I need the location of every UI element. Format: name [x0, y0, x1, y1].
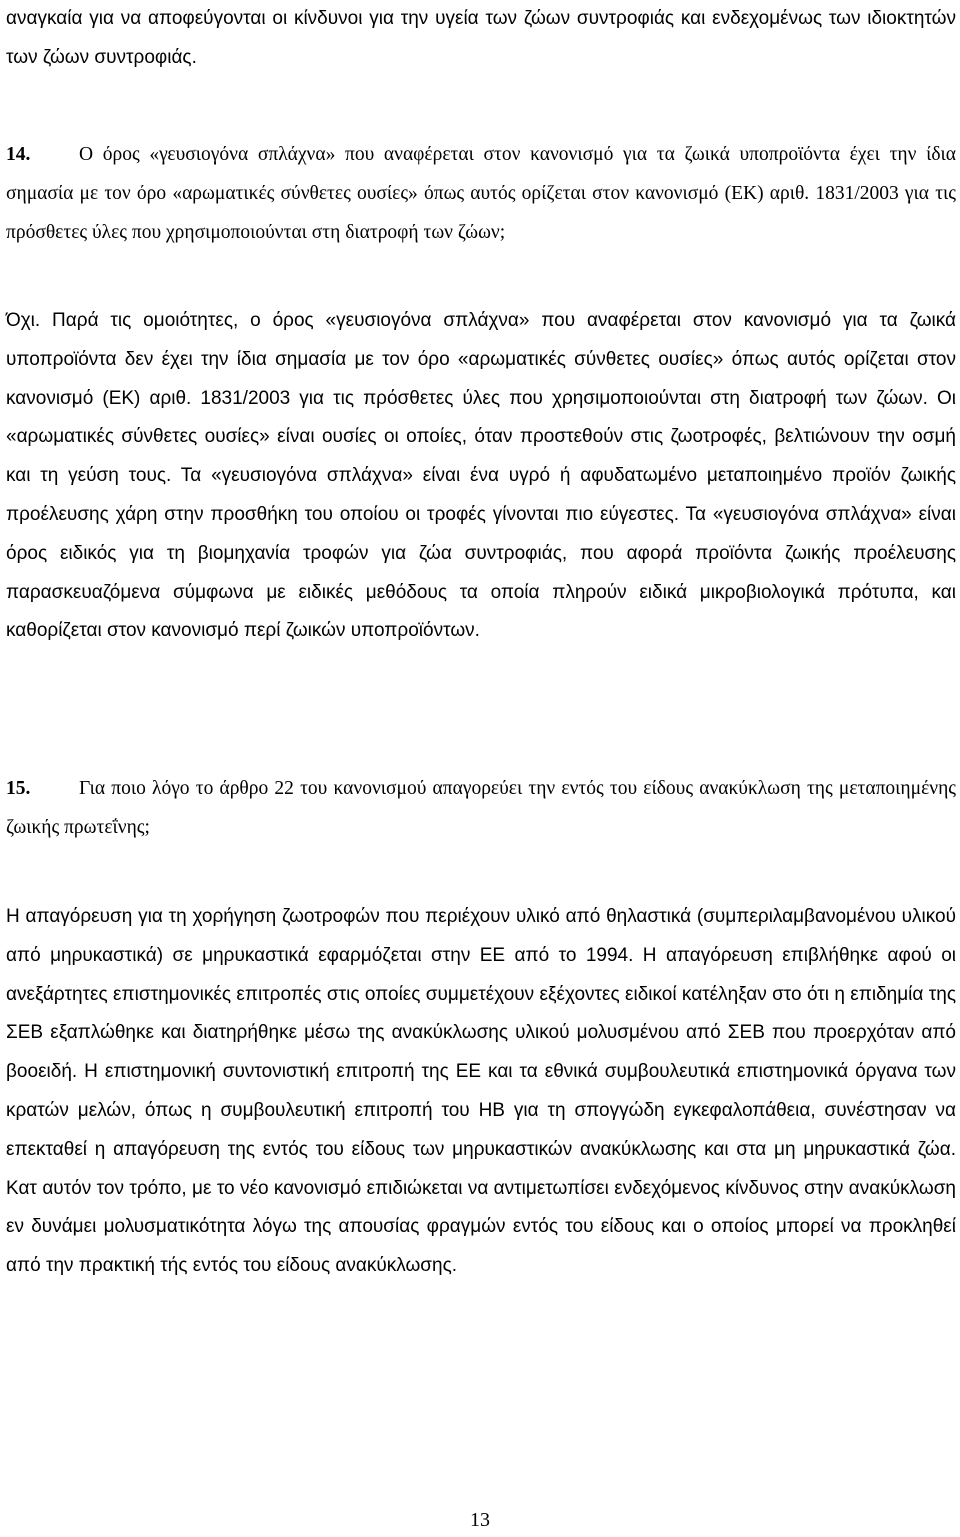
intro-paragraph: αναγκαία για να αποφεύγονται οι κίνδυνοι για την υγεία των ζώων συντροφιάς και ενδεχομένως των ιδιοκτητών των ζώων συντροφιάς. — [6, 8, 956, 68]
question-15-number: 15. — [6, 778, 31, 799]
question-14 — [6, 136, 956, 252]
question-14-text: Ο όρος «γευσιογόνα σπλάχνα» που αναφέρεται στον κανονισμό για τα ζωικά υποπροϊόντα έχει την ίδια σημασία με τον όρο «αρωματικές σύνθετες ουσίες» όπως αυτός ορίζεται στον κανονισμό (ΕΚ) αριθ. 1831/2003 για τις πρόσθετες ύλες που χρησιμοποιούνται στη διατροφή των ζώων; — [6, 144, 956, 243]
question-15 — [6, 770, 956, 848]
answer-15: Η απαγόρευση για τη χορήγηση ζωοτροφών που περιέχουν υλικό από θηλαστικά (συμπεριλαμβανομένου υλικού από μηρυκαστικά) σε μηρυκαστικά εφαρμόζεται στην ΕΕ από το 1994. Η απαγόρευση επιβλήθηκε αφού οι ανεξάρτητες επιστημονικές επιτροπές στις οποίες συμμετέχουν εξέχοντες ειδικοί κατέληξαν στο ότι η επιδημία της ΣΕΒ εξαπλώθηκε και διατηρήθηκε μέσω της ανακύκλωσης υλικού μολυσμένου από ΣΕΒ που προερχόταν από βοοειδή. Η επιστημονική συντονιστική επιτροπή της ΕΕ και τα εθνικά συμβουλευτικά επιστημονικά όργανα των κρατών μελών, όπως η συμβουλευτική επιτροπή του ΗΒ για τη σπογγώδη εγκεφαλοπάθεια, συνέστησαν να επεκταθεί η απαγόρευση της εντός του είδους των μηρυκαστικών ανακύκλωσης και στα μη μηρυκαστικά ζώα. Κατ αυτόν τον τρόπο, με το νέο κανονισμό επιδιώκεται να αντιμετωπίσει ενδεχόμενος κίνδυνος στην ανακύκλωση εν δυνάμει μολυσματικότητα λόγω της απουσίας φραγμών εντός του είδους και ο οποίος μπορεί να προκληθεί από την πρακτική τής εντός του είδους ανακύκλωσης. — [6, 906, 956, 1277]
page-number: 13 — [470, 1509, 490, 1531]
question-15-text: Για ποιο λόγο το άρθρο 22 του κανονισμού απαγορεύει την εντός του είδους ανακύκλωση της μεταποιημένης ζωικής πρωτεΐνης; — [6, 778, 956, 838]
question-14-number: 14. — [6, 144, 31, 165]
answer-14: Όχι. Παρά τις ομοιότητες, ο όρος «γευσιογόνα σπλάχνα» που αναφέρεται στον κανονισμό για τα ζωικά υποπροϊόντα δεν έχει την ίδια σημασία με τον όρο «αρωματικές σύνθετες ουσίες» όπως αυτός ορίζεται στον κανονισμό (ΕΚ) αριθ. 1831/2003 για τις πρόσθετες ύλες που χρησιμοποιούνται στη διατροφή των ζώων. Οι «αρωματικές σύνθετες ουσίες» είναι ουσίες οι οποίες, όταν προστεθούν στις ζωοτροφές, βελτιώνουν την οσμή και τη γεύση τους. Τα «γευσιογόνα σπλάχνα» είναι ένα υγρό ή αφυδατωμένο μεταποιημένο προϊόν ζωικής προέλευσης χάρη στην προσθήκη του οποίου οι τροφές γίνονται πιο εύγεστες. Τα «γευσιογόνα σπλάχνα» είναι όρος ειδικός για τη βιομηχανία τροφών για ζώα συντροφιάς, που αφορά προϊόντα ζωικής προέλευσης παρασκευαζόμενα σύμφωνα με ειδικές μεθόδους τα οποία πληρούν ειδικά μικροβιολογικά πρότυπα, και καθορίζεται στον κανονισμό περί ζωικών υποπροϊόντων. — [6, 310, 956, 642]
